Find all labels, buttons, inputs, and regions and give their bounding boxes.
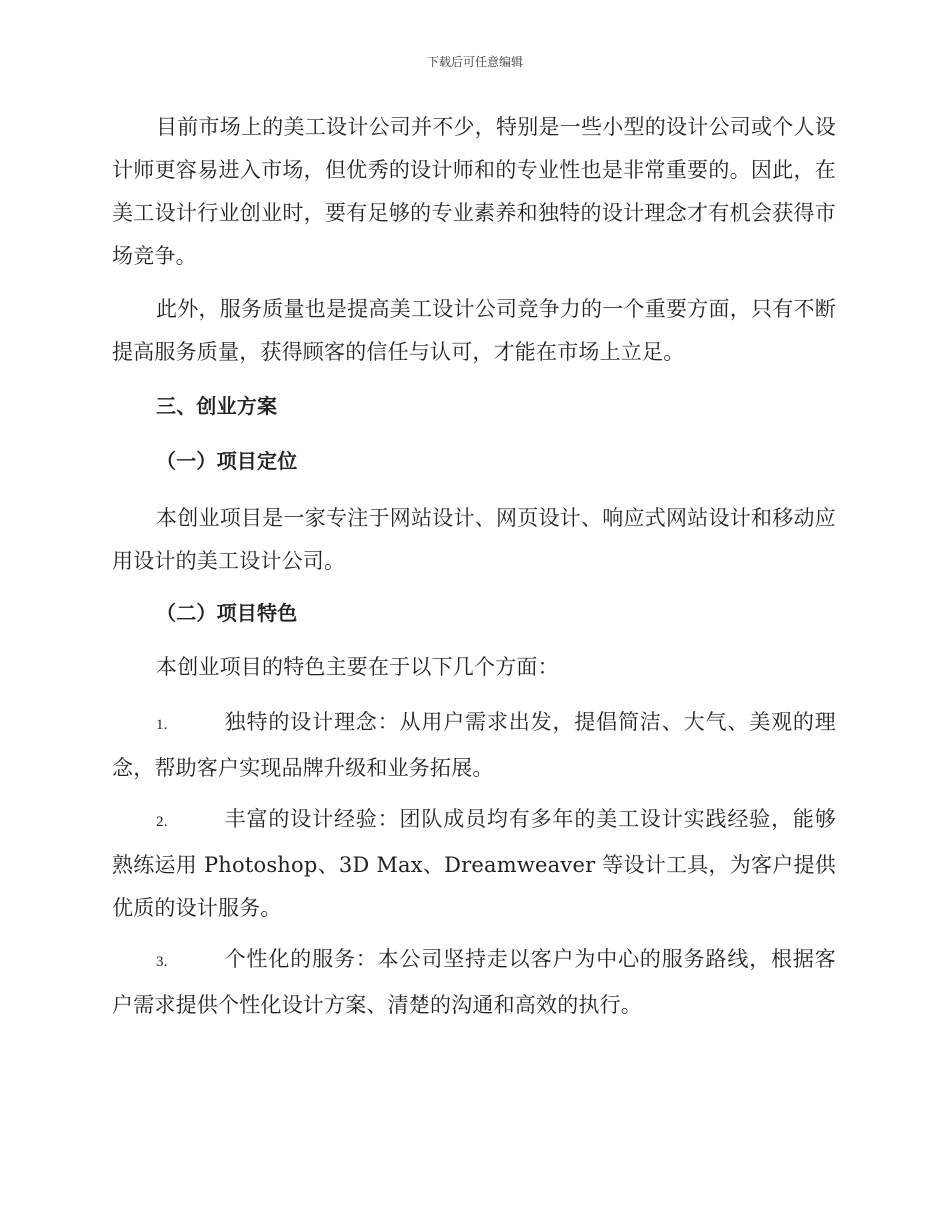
paragraph-service-quality: [112, 288, 836, 374]
subsection-title: （二）项目特色: [156, 601, 298, 625]
list-item-text: 独特的设计理念：从用户需求出发，提倡简洁、大气、美观的理念，帮助客户实现品牌升级和业务拓展。: [112, 710, 836, 780]
list-number: 1.: [156, 717, 168, 733]
list-number: 3.: [156, 954, 168, 970]
paragraph-positioning: [112, 497, 836, 583]
paragraph-market-overview: [112, 106, 836, 278]
subsection-heading-positioning: [112, 440, 836, 483]
list-item-text: 丰富的设计经验：团队成员均有多年的美工设计实践经验，能够熟练运用 Photoshop、3D Max、Dreamweaver 等设计工具，为客户提供优质的设计服务。: [112, 807, 836, 920]
paragraph-text: 此外，服务质量也是提高美工设计公司竞争力的一个重要方面，只有不断提高服务质量，获得顾客的信任与认可，才能在市场上立足。: [112, 297, 836, 364]
list-item: [112, 701, 836, 790]
list-number: 2.: [156, 814, 168, 830]
paragraph-features-intro: [112, 646, 836, 689]
section-title: 三、创业方案: [156, 394, 278, 418]
list-item: [112, 938, 836, 1027]
subsection-heading-features: [112, 592, 836, 635]
subsection-title: （一）项目定位: [156, 449, 298, 473]
section-heading-startup-plan: [112, 385, 836, 428]
paragraph-text: 目前市场上的美工设计公司并不少，特别是一些小型的设计公司或个人设计师更容易进入市场，但优秀的设计师和的专业性也是非常重要的。因此，在美工设计行业创业时，要有足够的专业素养和独特的设计理念才有机会获得市场竞争。: [112, 115, 836, 268]
list-item-text: 个性化的服务：本公司坚持走以客户为中心的服务路线，根据客户需求提供个性化设计方案、清楚的沟通和高效的执行。: [112, 947, 836, 1017]
list-item: [112, 798, 836, 930]
page-header: 下载后可任意编辑: [426, 55, 523, 69]
paragraph-text: 本创业项目的特色主要在于以下几个方面：: [156, 655, 559, 679]
paragraph-text: 本创业项目是一家专注于网站设计、网页设计、响应式网站设计和移动应用设计的美工设计公司。: [112, 506, 836, 573]
